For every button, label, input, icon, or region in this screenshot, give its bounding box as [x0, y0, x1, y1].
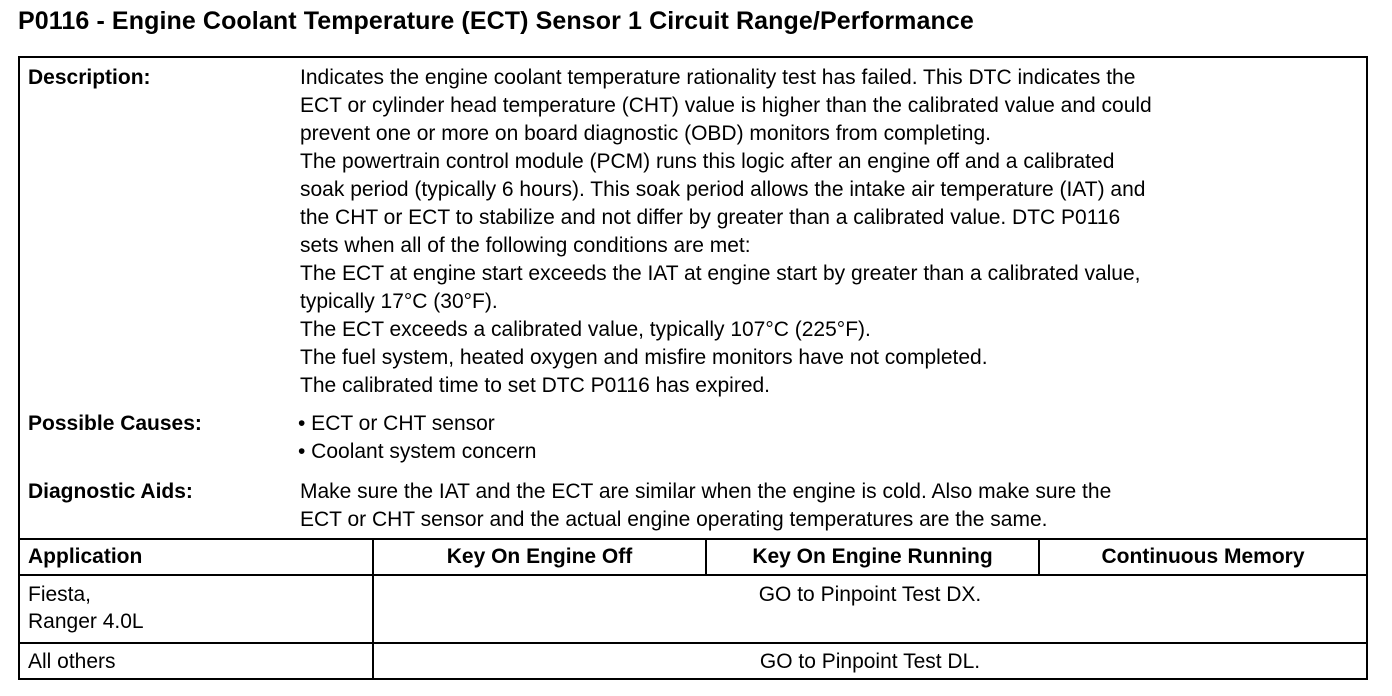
diagnostic-aids-line: Make sure the IAT and the ECT are similar when the engine is cold. Also make sure the: [300, 480, 1112, 503]
diagnostic-aids-line: ECT or CHT sensor and the actual engine operating temperatures are the same.: [300, 508, 1048, 531]
description-line: The fuel system, heated oxygen and misfire monitors have not completed.: [300, 346, 988, 369]
description-line: soak period (typically 6 hours). This soak period allows the intake air temperature (IAT) and: [300, 178, 1146, 201]
table-row-application: [28, 581, 144, 635]
diagnostic-aids-text: [300, 478, 1360, 534]
description-line: sets when all of the following conditions are met:: [300, 234, 751, 257]
header-koeo: Key On Engine Off: [446, 545, 633, 568]
header-bottom-border: [20, 574, 1366, 576]
possible-causes-label: Possible Causes:: [28, 412, 202, 435]
description-label: Description:: [28, 66, 151, 89]
cause-item: • ECT or CHT sensor: [298, 412, 495, 435]
description-line: The ECT exceeds a calibrated value, typically 107°C (225°F).: [300, 318, 871, 341]
table-row-action: GO to Pinpoint Test DL.: [759, 650, 981, 673]
possible-causes-list: [298, 410, 1358, 466]
cause-item: • Coolant system concern: [298, 440, 537, 463]
row-divider: [20, 642, 1366, 644]
header-continuous-memory: Continuous Memory: [1101, 545, 1305, 568]
description-line: the CHT or ECT to stabilize and not differ by greater than a calibrated value. DTC P0116: [300, 206, 1121, 229]
description-line: prevent one or more on board diagnostic (OBD) monitors from completing.: [300, 122, 991, 145]
header-koer: Key On Engine Running: [752, 545, 993, 568]
description-line: typically 17°C (30°F).: [300, 290, 498, 313]
application-line: Ranger 4.0L: [28, 610, 144, 633]
dtc-info-box: [18, 56, 1368, 680]
table-row-application: [28, 648, 116, 675]
description-line: Indicates the engine coolant temperature rationality test has failed. This DTC indicates the: [300, 66, 1136, 89]
description-line: The ECT at engine start exceeds the IAT at engine start by greater than a calibrated value,: [300, 262, 1141, 285]
application-line: All others: [28, 650, 116, 673]
page-title: P0116 - Engine Coolant Temperature (ECT) Sensor 1 Circuit Range/Performance: [18, 7, 974, 35]
application-line: Fiesta,: [28, 583, 92, 606]
diagnostic-aids-label: Diagnostic Aids:: [28, 480, 193, 503]
table-row-action: GO to Pinpoint Test DX.: [758, 583, 982, 606]
header-application: Application: [28, 545, 143, 568]
description-line: The calibrated time to set DTC P0116 has expired.: [300, 374, 771, 397]
description-text: [300, 64, 1360, 400]
description-line: The powertrain control module (PCM) runs this logic after an engine off and a calibrated: [300, 150, 1115, 173]
description-line: ECT or cylinder head temperature (CHT) value is higher than the calibrated value and could: [300, 94, 1152, 117]
